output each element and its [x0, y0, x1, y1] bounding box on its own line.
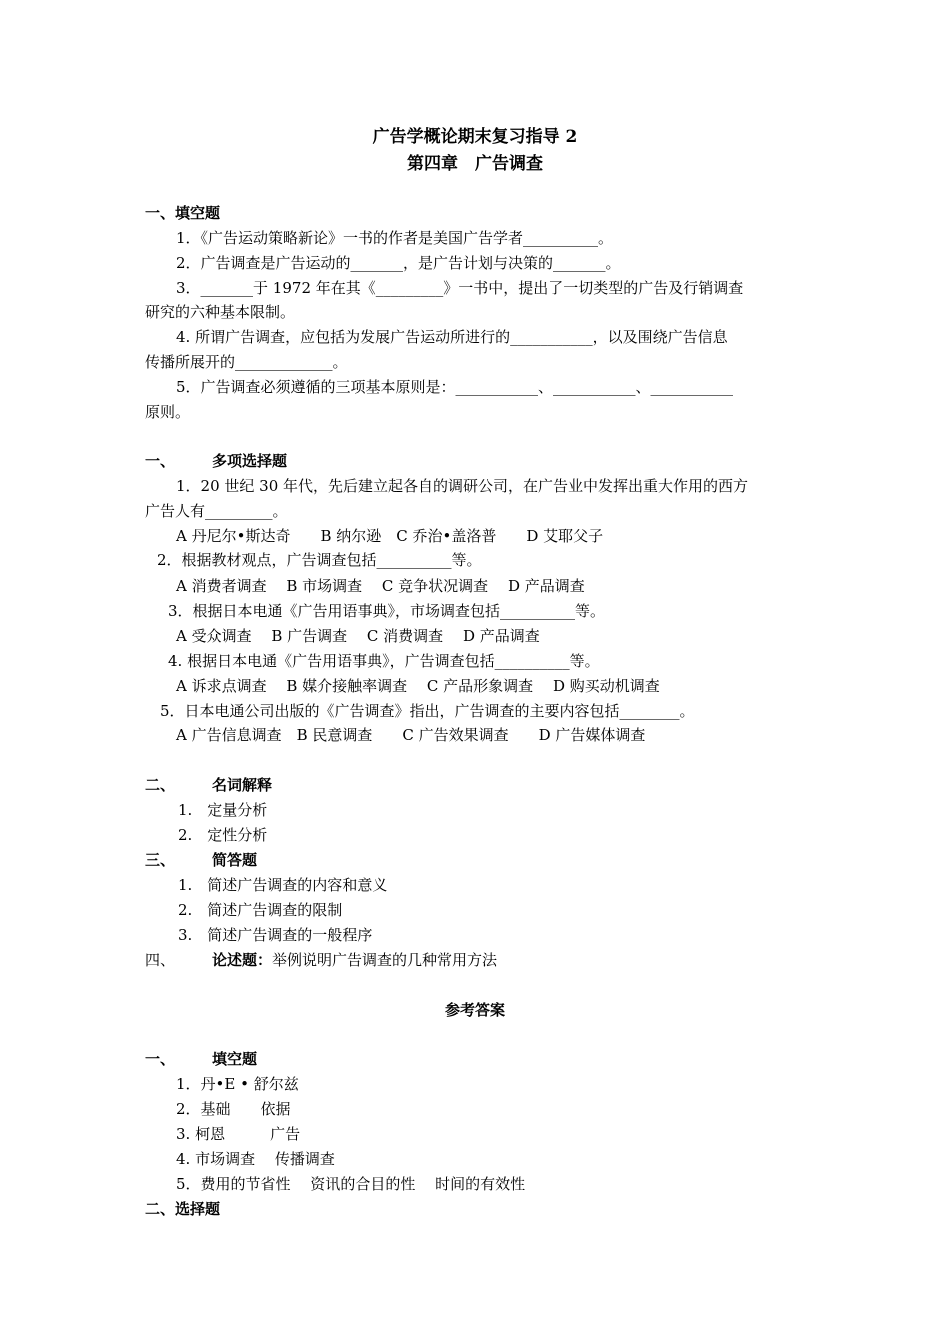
multi-q5-options: A 广告信息调查 B 民意调查 C 广告效果调查 D 广告媒体调查: [176, 726, 646, 744]
section-number: 一、: [145, 1050, 176, 1068]
terms-item: 2. 定性分析: [178, 826, 268, 844]
short-item: 2. 简述广告调查的限制: [178, 901, 343, 919]
short-item: 1. 简述广告调查的内容和意义: [178, 876, 388, 894]
section-multi-heading: [145, 451, 287, 471]
fill-q3-line2: 研究的六种基本限制。: [145, 303, 296, 321]
section-number: 二、: [145, 776, 176, 794]
fill-q4-line1: 4. 所谓广告调查，应包括为发展广告运动所进行的___________，以及围绕广告信息: [176, 328, 728, 346]
fill-q4-line2: 传播所展开的_____________。: [145, 353, 348, 371]
section-short-heading: [145, 850, 257, 870]
terms-item: 1. 定量分析: [178, 801, 268, 819]
fill-q5-line2: 原则。: [145, 403, 191, 421]
fill-q2: 2．广告调查是广告运动的_______，是广告计划与决策的_______。: [176, 254, 621, 272]
short-item: 3. 简述广告调查的一般程序: [178, 926, 373, 944]
section-terms-heading: [145, 775, 272, 795]
section-fill-heading: 一、填空题: [145, 204, 221, 222]
section-title: 多项选择题: [212, 452, 288, 470]
multi-q3-options: A 受众调查 B 广告调查 C 消费调查 D 产品调查: [176, 627, 540, 645]
multi-q1-line1: 1．20 世纪 30 年代，先后建立起各自的调研公司，在广告业中发挥出重大作用的西方: [176, 477, 749, 495]
answer-item: 4. 市场调查 传播调查: [176, 1150, 335, 1168]
section-title: 论述题：: [212, 951, 273, 969]
multi-q2: 2．根据教材观点，广告调查包括__________等。: [157, 551, 482, 569]
essay-question: 举例说明广告调查的几种常用方法: [272, 951, 498, 969]
multi-q4: 4. 根据日本电通《广告用语事典》，广告调查包括__________等。: [168, 652, 600, 670]
fill-q1: 1．《广告运动策略新论》一书的作者是美国广告学者__________。: [176, 229, 614, 247]
fill-q5-line1: 5．广告调查必须遵循的三项基本原则是：___________、___________、___________: [176, 378, 734, 396]
answers-fill-heading: [145, 1049, 257, 1069]
section-number: 一、: [145, 452, 176, 470]
answers-title: 参考答案: [444, 1001, 505, 1019]
chapter-title: 第四章 广告调查: [407, 154, 543, 174]
section-title: 名词解释: [212, 776, 273, 794]
answers-choice-heading: 二、选择题: [145, 1200, 221, 1218]
multi-q3: 3．根据日本电通《广告用语事典》，市场调查包括__________等。: [168, 602, 606, 620]
answer-item: 3. 柯恩 广告: [176, 1125, 301, 1143]
section-title: 简答题: [212, 851, 258, 869]
section-number: 四、: [145, 951, 176, 969]
fill-q3-line1: 3．_______于 1972 年在其《_________》一书中，提出了一切类型的广告及行销调查: [176, 279, 744, 297]
section-title: 填空题: [212, 1050, 258, 1068]
multi-q2-options: A 消费者调查 B 市场调查 C 竞争状况调查 D 产品调查: [176, 577, 585, 595]
multi-q5: 5．日本电通公司出版的《广告调查》指出，广告调查的主要内容包括________。: [160, 702, 695, 720]
multi-q1-options: A 丹尼尔•斯达奇 B 纳尔逊 C 乔治•盖洛普 D 艾耶父子: [176, 527, 604, 545]
multi-q1-line2: 广告人有_________。: [145, 502, 288, 520]
document-title: 广告学概论期末复习指导 2: [372, 127, 578, 147]
section-number: 三、: [145, 851, 176, 869]
multi-q4-options: A 诉求点调查 B 媒介接触率调查 C 产品形象调查 D 购买动机调查: [176, 677, 660, 695]
answer-item: 2．基础 依据: [176, 1100, 291, 1118]
answer-item: 5．费用的节省性 资讯的合目的性 时间的有效性: [176, 1175, 526, 1193]
answer-item: 1．丹•E • 舒尔兹: [176, 1075, 299, 1093]
section-essay: [145, 950, 497, 970]
